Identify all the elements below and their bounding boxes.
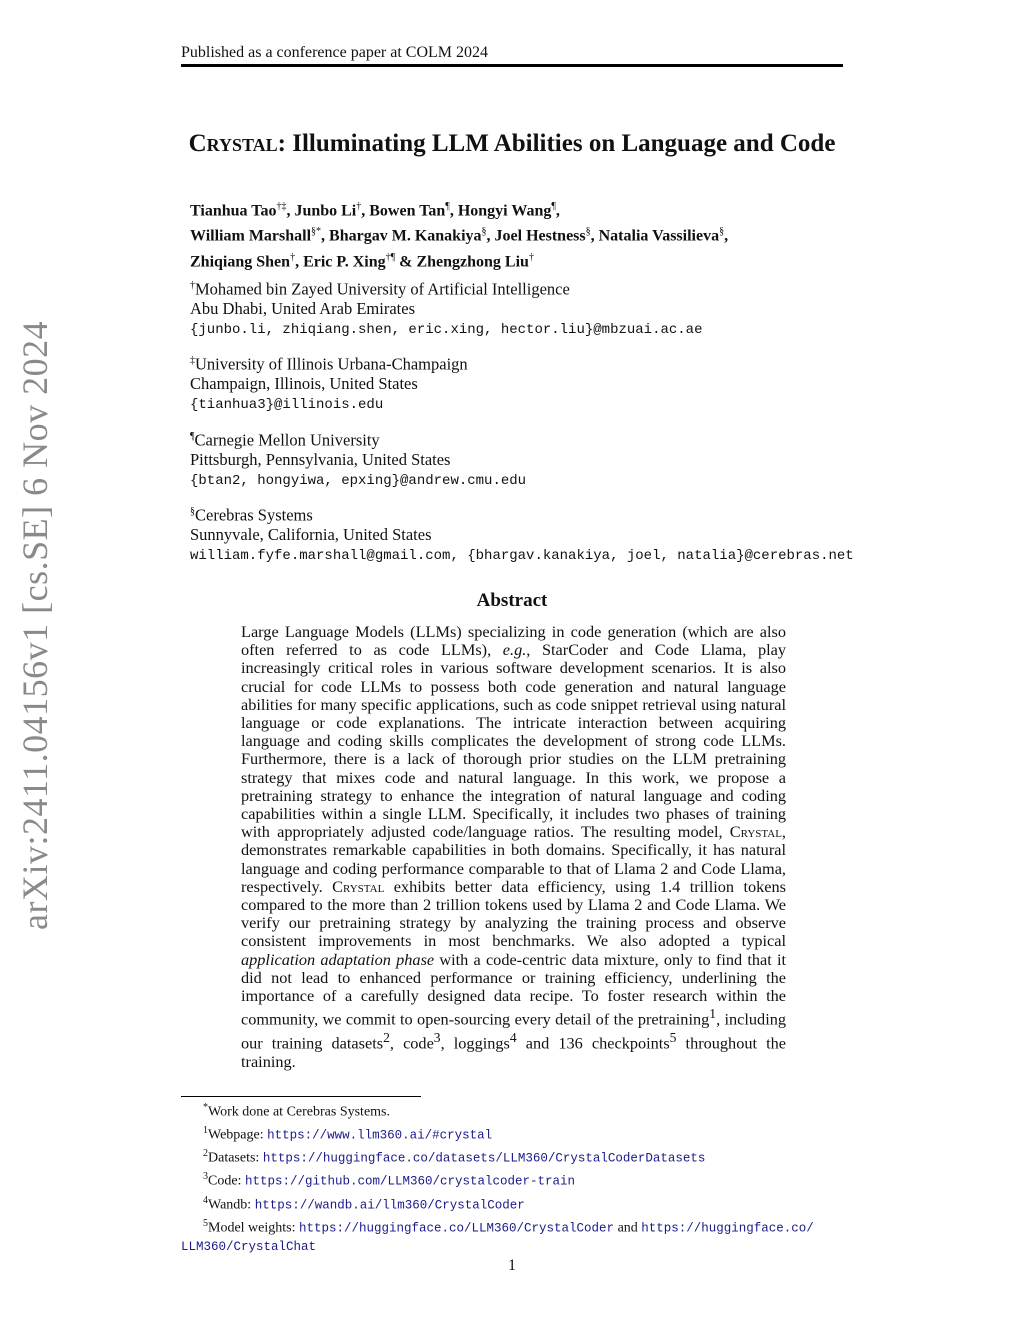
abstract-text: , loggings [440,1033,510,1053]
paper-title [181,130,843,158]
abstract-model-name: Crystal [729,822,782,842]
footnote-1 [181,1122,846,1145]
datasets-link[interactable]: https://huggingface.co/datasets/LLM360/CrystalCoderDatasets [262,1151,706,1166]
author-mark: §* [311,226,322,238]
author: Zhengzhong Liu [416,252,529,270]
running-header: Published as a conference paper at COLM 2024 [181,44,489,61]
author-mark: § [719,226,725,238]
abstract-text: application adaptation phase [241,949,435,969]
model-weights-link[interactable]: https://huggingface.co/LLM360/CrystalCoder [299,1221,615,1236]
abstract-body [241,623,786,1071]
affiliation-cmu [190,427,526,491]
chat-weights-link[interactable]: LLM360/CrystalChat [181,1239,317,1254]
footnote-mark: 2 [203,1148,208,1160]
affiliation-mark: ‡ [190,355,195,366]
wandb-link[interactable]: https://wandb.ai/llm360/CrystalCoder [254,1198,525,1213]
abstract-model-name: Crystal [332,876,385,896]
affiliation-mbzuai [190,276,702,340]
abstract-heading: Abstract [476,590,548,611]
author: Bhargav M. Kanakiya [329,227,482,245]
footnote-ref[interactable]: 2 [383,1029,390,1045]
footnote-ref[interactable]: 3 [433,1029,441,1045]
footnote-text: Wandb: [208,1197,255,1213]
affiliation-name: University of Illinois Urbana-Champaign [195,354,468,374]
affiliation-location: Sunnyvale, California, United States [190,524,432,544]
affiliation-email: william.fyfe.marshall@gmail.com, {bhargav.kanakiya, joel, natalia}@cerebras.net [190,547,854,564]
abstract-text: exhibits better data efficiency, using 1.4 trillion tokens compared to the more than 2 trillion tokens used by Llama 2 and Code Llama. We verify our pretraining strategy by analyzing the training process and observe consistent improvements in most benchmarks. We also adopted a typical [241,876,786,951]
footnote-mark: 5 [203,1217,208,1229]
title-rest: : Illuminating LLM Abilities on Language and Code [277,130,836,157]
footnote-text: Code: [208,1174,245,1190]
footnote-text: Model weights: [208,1220,299,1236]
footnote-3 [181,1168,846,1191]
header-rule [181,64,843,67]
author: Bowen Tan [369,202,446,220]
affiliation-mark: § [190,506,195,517]
abstract-text: and 136 checkpoints [516,1033,670,1053]
author-mark: †¶ [385,251,396,263]
abstract-text: , code [389,1033,434,1053]
author-mark: § [585,226,591,238]
footnote-5-cont [181,1238,846,1257]
abstract-text: , including our training datasets [241,1009,787,1053]
footnote-text: Webpage: [208,1127,268,1143]
footnote-ref[interactable]: 1 [709,1006,717,1022]
footnote-mark: 4 [203,1194,208,1206]
affiliation-email: {tianhua3}@illinois.edu [190,396,384,413]
code-link[interactable]: https://github.com/LLM360/crystalcoder-train [244,1175,576,1190]
author-mark: ¶ [551,201,556,212]
webpage-link[interactable]: https://www.llm360.ai/#crystal [267,1128,493,1143]
author-mark: ¶ [445,201,450,212]
chat-weights-link[interactable]: https://huggingface.co/ [641,1221,814,1236]
affiliation-mark: ¶ [190,431,195,442]
affiliation-email: {btan2, hongyiwa, epxing}@andrew.cmu.edu [190,472,527,489]
author: Junbo Li [294,202,357,220]
author: Tianhua Tao [190,202,277,220]
author: Joel Hestness [494,227,586,245]
abstract-text: , StarCoder and Code Llama, play increasingly critical roles in various software development scenarios. It is also crucial for code LLMs to possess both code generation and natural language abilities for many specific applications, such as code snippet retrieval using natural language or code explanations. The intricate interaction between acquiring language and coding skills complicates the development of strong code LLMs. Furthermore, there is a lack of thorough prior studies on the LLM pretraining strategy that mixes code and natural language. In this work, we propose a pretraining strategy to enhance the integration of natural language and coding capabilities within a single LLM. Specifically, it includes two phases of training with appropriately adjusted code/language ratios. The resulting model, [241,640,786,842]
footnote-mark: 1 [203,1125,208,1137]
affiliation-cerebras [190,502,854,566]
author-mark: § [481,226,487,238]
author-list: Tianhua Tao†‡, Junbo Li†, Bowen Tan¶, Hongyi Wang¶, William Marshall§*, Bhargav M. Kanakiya§, Joel Hestness§, Natalia Vassilieva§, Zhiqiang Shen†, Eric P. Xing†¶ & Zhengzhong Liu† [190,201,729,270]
author: Eric P. Xing [303,252,386,270]
author-mark: †‡ [276,201,287,212]
footnote-ref[interactable]: 5 [669,1029,677,1045]
author: William Marshall [190,227,312,245]
author: Zhiqiang Shen [190,252,291,270]
footnote-text: Work done at Cerebras Systems. [208,1104,390,1120]
author: Hongyi Wang [457,202,552,220]
footnote-rule [181,1096,421,1097]
abstract-text: e.g. [502,640,527,660]
footnote-2 [181,1145,846,1168]
author-mark: † [356,201,362,212]
abstract-text: with a code-centric data mixture, only to find that it did not lead to enhanced performance or training efficiency, underlining the importance of a carefully designed data recipe. To foster research within the community, we commit to open-sourcing every detail of the pretraining [241,949,787,1029]
affiliation-name: Mohamed bin Zayed University of Artificial Intelligence [195,279,570,299]
affiliation-mark: † [190,280,195,291]
page-number: 1 [508,1257,516,1274]
affiliation-location: Pittsburgh, Pennsylvania, United States [190,449,451,469]
arxiv-watermark: arXiv:2411.04156v1 [cs.SE] 6 Nov 2024 [15,320,55,930]
affiliation-location: Champaign, Illinois, United States [190,373,418,393]
footnote-5 [181,1215,846,1238]
affiliation-name: Cerebras Systems [195,505,313,525]
footnote-star [181,1099,846,1122]
footnote-4 [181,1192,846,1215]
footnote-mark: * [203,1102,208,1113]
affiliation-email: {junbo.li, zhiqiang.shen, eric.xing, hector.liu}@mbzuai.ac.ae [190,321,703,338]
footnote-text: and [614,1220,642,1236]
affiliation-location: Abu Dhabi, United Arab Emirates [190,298,415,318]
author: Natalia Vassilieva [598,227,720,245]
abstract-text: Large Language Models (LLMs) specializing in code generation (which are also often referred to as code LLMs), [241,622,786,660]
abstract-text: throughout the training. [241,1033,786,1071]
footnote-text: Datasets: [208,1150,263,1166]
title-crystal: Crystal [188,130,278,157]
affiliation-uiuc [190,351,468,415]
footnotes [181,1099,846,1256]
footnote-ref[interactable]: 4 [509,1029,517,1045]
footnote-mark: 3 [203,1171,208,1183]
affiliation-name: Carnegie Mellon University [194,430,380,450]
abstract-text: , demonstrates remarkable capabilities in both domains. Specifically, it has natural language and coding performance comparable to that of Llama 2 and Code Llama, respectively. [241,822,786,896]
author-mark: † [528,251,534,263]
author-mark: † [290,251,296,263]
